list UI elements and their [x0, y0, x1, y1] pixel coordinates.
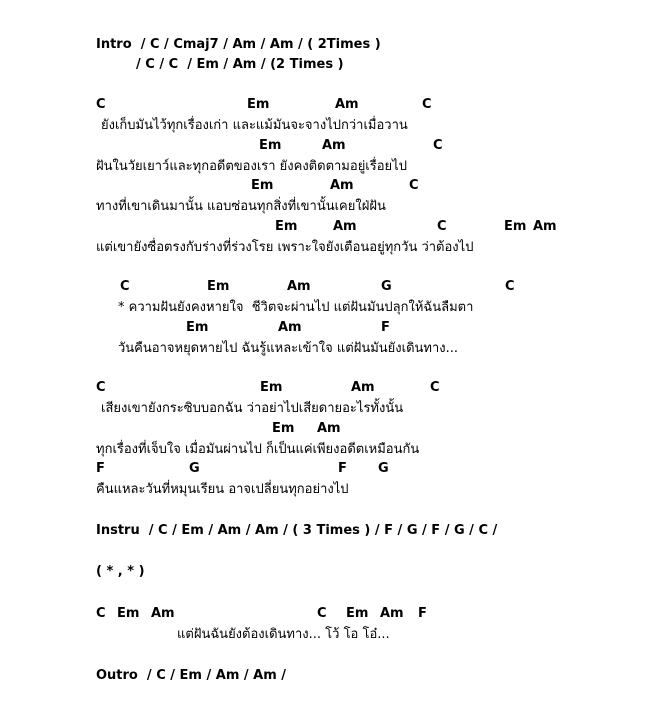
chord: Em: [275, 219, 298, 234]
chord: Em: [260, 380, 283, 395]
lyric-line: ทางที่เขาเดินมานั้น แอบซ่อนทุกสิ่งที่เขานั้นเคยใฝ่ฝัน: [96, 199, 386, 214]
chord: G: [381, 279, 392, 294]
chord: Em: [272, 421, 295, 436]
chord: Em: [117, 606, 140, 621]
chord: C: [430, 380, 440, 395]
chord: Am: [351, 380, 375, 395]
chord: Em: [186, 320, 209, 335]
chord: Am: [287, 279, 311, 294]
chord: F: [381, 320, 390, 335]
chord: Am: [317, 421, 341, 436]
chord: C: [120, 279, 130, 294]
instrumental-line: Instru / C / Em / Am / Am / ( 3 Times ) / F / G / F / G / C /: [96, 523, 498, 538]
chord: G: [378, 461, 389, 476]
lyric-line: คืนแหละวันที่หมุนเรียน อาจเปลี่ยนทุกอย่างไป: [96, 482, 349, 497]
lyric-line: แต่ฝันฉันยังต้องเดินทาง... โว้ โอ โอ๋...: [177, 627, 390, 642]
chord: C: [505, 279, 515, 294]
lyric-line: ทุกเรื่องที่เจ็บใจ เมื่อมันผ่านไป ก็เป็นแค่เพียงอดีตเหมือนกัน: [96, 442, 420, 457]
chord: Am: [322, 138, 346, 153]
outro-line: Outro / C / Em / Am / Am /: [96, 668, 287, 683]
chord: Am: [533, 219, 557, 234]
chord: Am: [333, 219, 357, 234]
chord: Am: [278, 320, 302, 335]
chord: C: [96, 97, 106, 112]
chord: C: [317, 606, 327, 621]
chord: C: [409, 178, 419, 193]
lyric-line: วันคืนอาจหยุดหายไป ฉันรู้แหละเข้าใจ แต่ฝันมันยังเดินทาง...: [118, 341, 459, 356]
chord: Em: [259, 138, 282, 153]
lyric-line: แต่เขายังซื่อตรงกับร่างที่ร่วงโรย เพราะใจยังเตือนอยู่ทุกวัน ว่าต้องไป: [96, 240, 474, 255]
chord: C: [437, 219, 447, 234]
chord: G: [189, 461, 200, 476]
chord: Am: [330, 178, 354, 193]
chord: Em: [251, 178, 274, 193]
chord: Am: [335, 97, 359, 112]
lyric-line: * ความฝันยังคงหายใจ ชีวิตจะผ่านไป แต่ฝันมันปลุกให้ฉันลืมตา: [118, 300, 474, 315]
chord: F: [418, 606, 427, 621]
chord: C: [433, 138, 443, 153]
chord: C: [96, 380, 106, 395]
intro-line-2: / C / C / Em / Am / (2 Times ): [136, 57, 344, 72]
repeat-marker: ( * , * ): [96, 564, 145, 579]
lyric-line: ยังเก็บมันไว้ทุกเรื่องเก่า และแม้มันจะจางไปกว่าเมื่อวาน: [101, 118, 408, 133]
chord: Em: [207, 279, 230, 294]
intro-line-1: Intro / C / Cmaj7 / Am / Am / ( 2Times ): [96, 37, 381, 52]
chord: Am: [151, 606, 175, 621]
lyric-line: เสียงเขายังกระซิบบอกฉัน ว่าอย่าไปเสียดายอะไรทั้งนั้น: [101, 401, 404, 416]
chord: C: [422, 97, 432, 112]
chord: C: [96, 606, 106, 621]
chord: F: [338, 461, 347, 476]
lyric-line: ฝันในวัยเยาว์และทุกอดีตของเรา ยังคงติดตามอยู่เรื่อยไป: [96, 159, 407, 174]
chord: F: [96, 461, 105, 476]
chord: Am: [380, 606, 404, 621]
chord: Em: [346, 606, 369, 621]
chord: Em: [247, 97, 270, 112]
chord: Em: [504, 219, 527, 234]
